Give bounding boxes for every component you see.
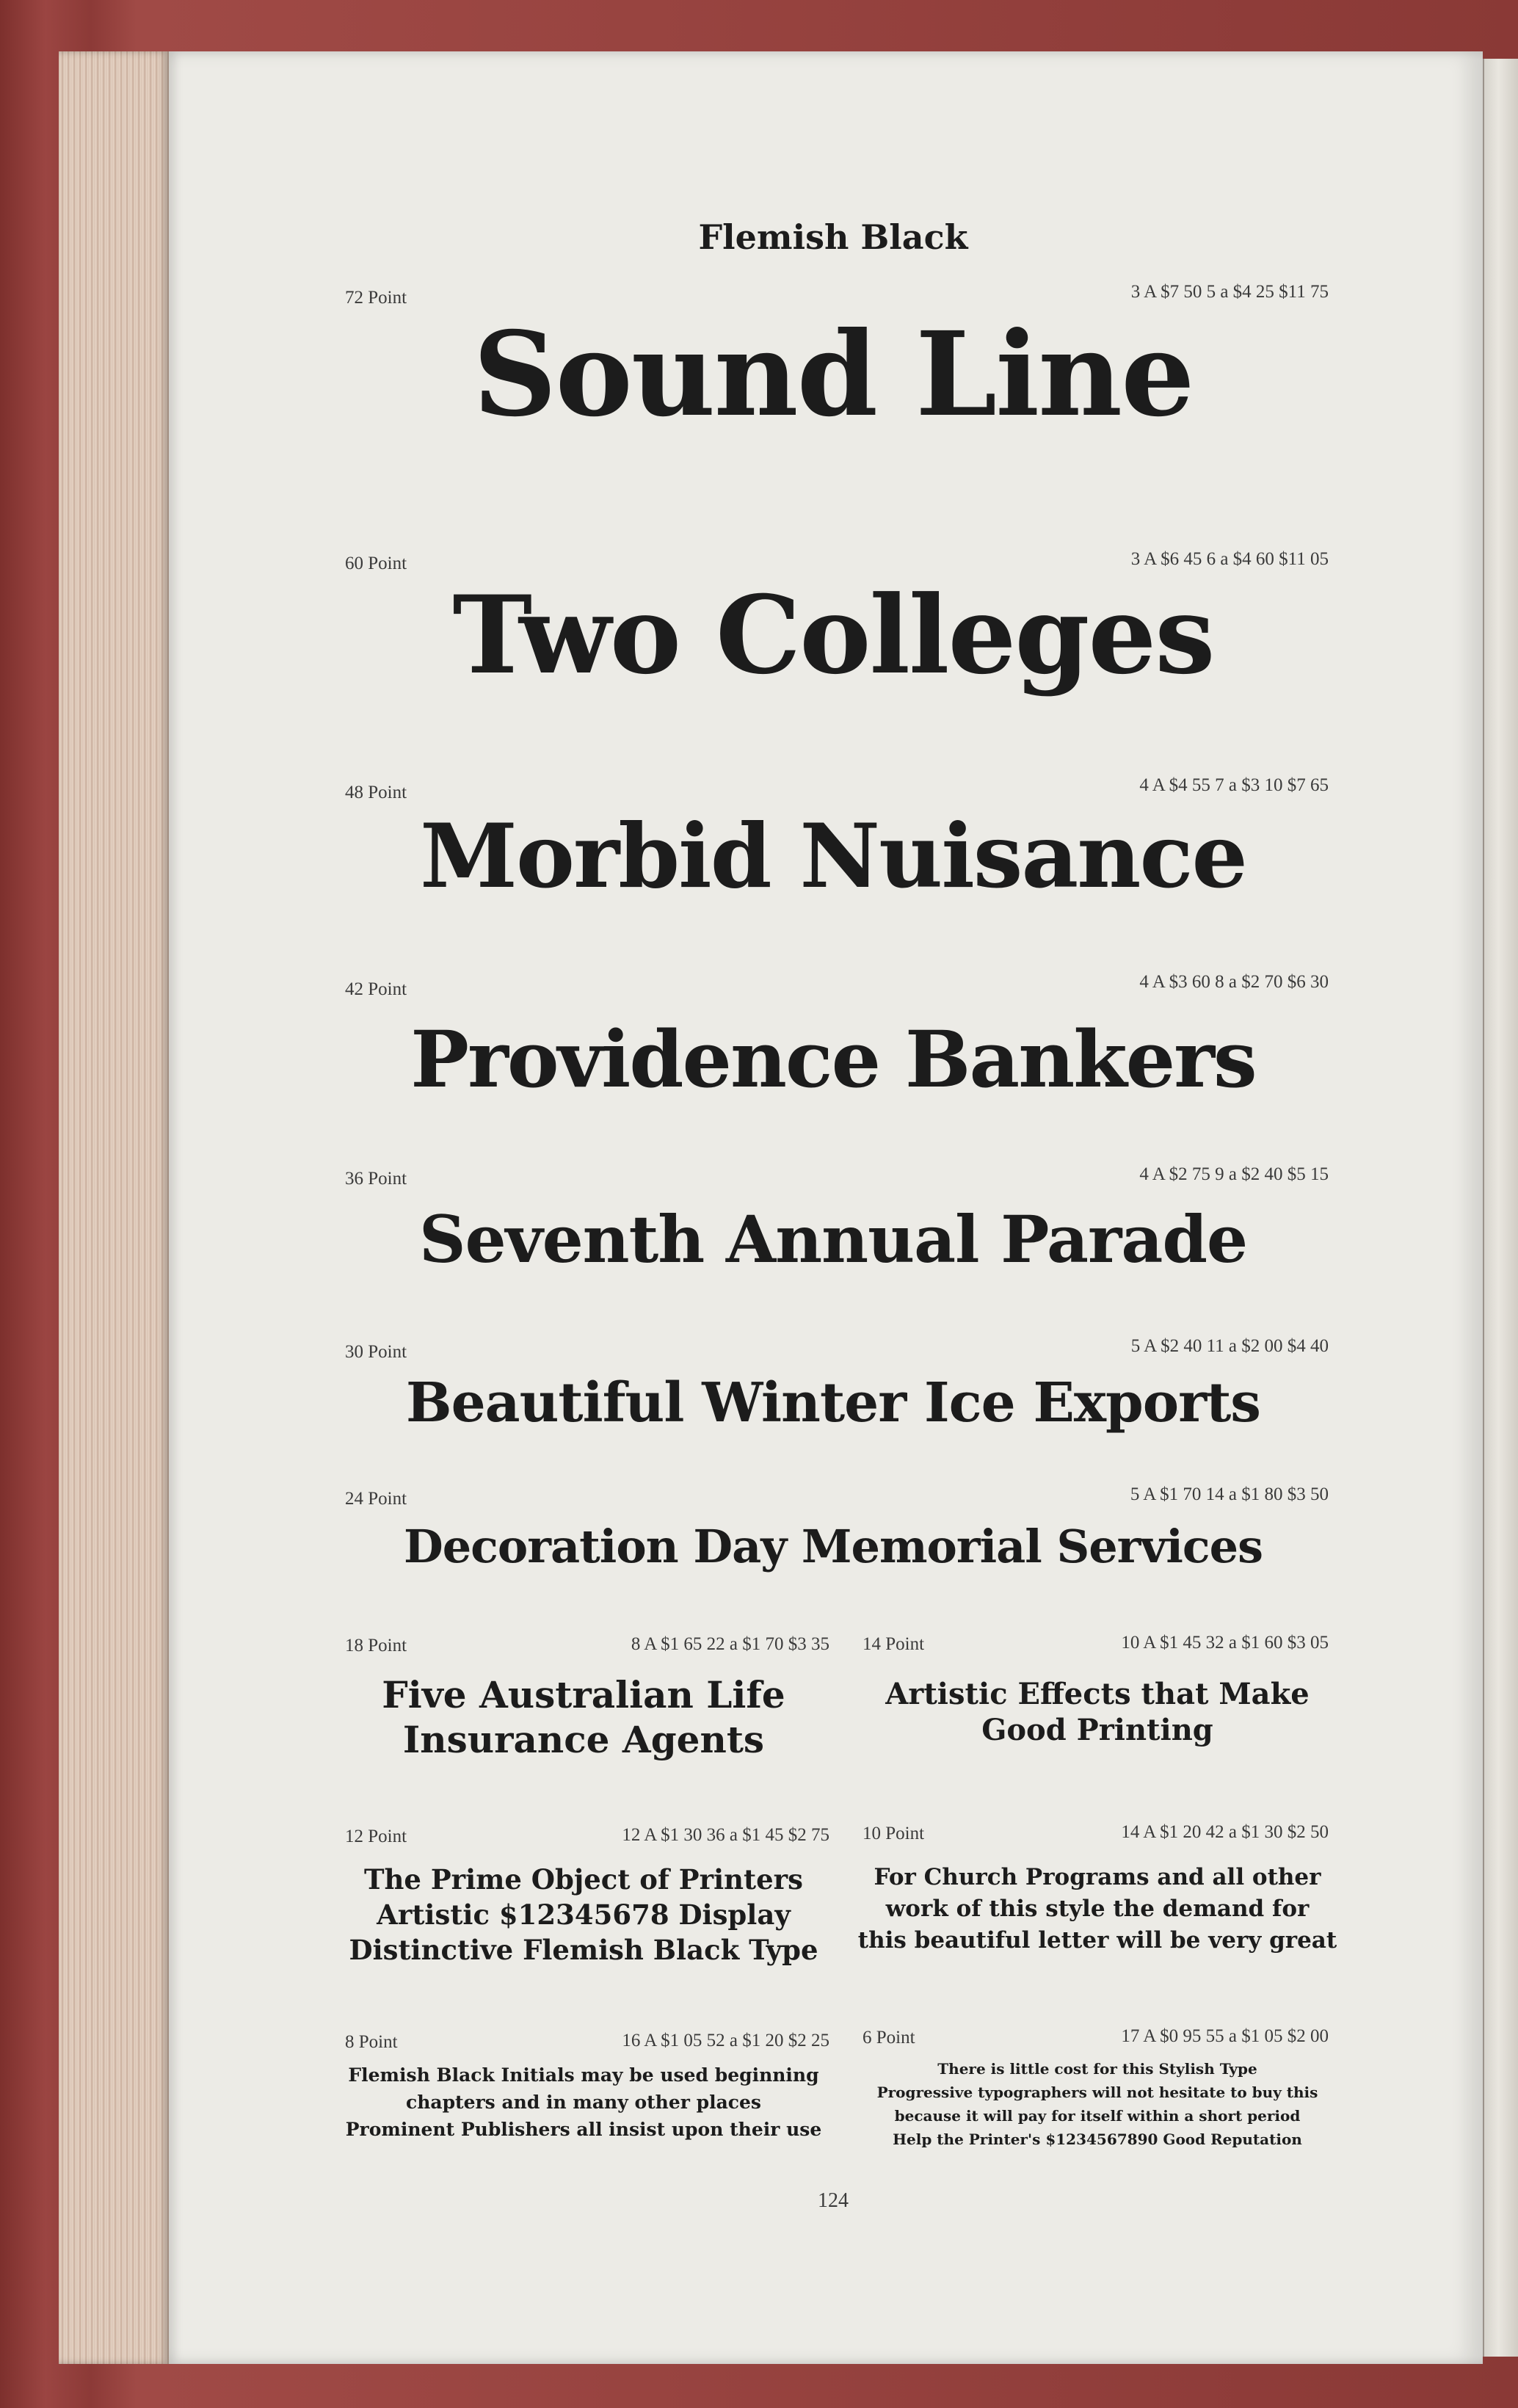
specimen-price: 4 A $3 60 8 a $2 70 $6 30 (1139, 972, 1329, 992)
specimen-price: 12 A $1 30 36 a $1 45 $2 75 (622, 1825, 829, 1845)
facing-page-edge (1483, 59, 1518, 2357)
specimen-line: Artistic Effects that Make (885, 1677, 1310, 1711)
page-edges (59, 51, 169, 2364)
specimen-line: Prominent Publishers all insist upon their use (345, 2119, 822, 2140)
specimen-size-label: 42 Point (345, 979, 407, 999)
specimen-line: Flemish Black Initials may be used beginning (348, 2064, 819, 2086)
specimen-block-14pt (851, 1677, 1343, 1749)
specimen-block-10pt (851, 1862, 1343, 1956)
specimen-line-60pt: Two Colleges (452, 573, 1214, 698)
specimen-line: work of this style the demand for (885, 1895, 1310, 1922)
specimen-line: Artistic $12345678 Display (377, 1899, 791, 1932)
specimen-price: 17 A $0 95 55 a $1 05 $2 00 (1121, 2026, 1329, 2046)
specimen-size-label: 10 Point (862, 1824, 925, 1843)
specimen-price: 16 A $1 05 52 a $1 20 $2 25 (622, 2031, 829, 2050)
specimen-size-label: 36 Point (345, 1169, 407, 1189)
specimen-price: 14 A $1 20 42 a $1 30 $2 50 (1121, 1822, 1329, 1842)
page-title: Flemish Black (698, 217, 968, 257)
page-number: 124 (818, 2189, 849, 2212)
specimen-size-label: 72 Point (345, 288, 407, 308)
specimen-line-30pt: Beautiful Winter Ice Exports (406, 1371, 1260, 1435)
specimen-line: Progressive typographers will not hesitate to buy this (876, 2084, 1318, 2101)
specimen-price: 8 A $1 65 22 a $1 70 $3 35 (631, 1634, 829, 1654)
specimen-line-48pt: Morbid Nuisance (420, 805, 1246, 908)
specimen-price: 4 A $4 55 7 a $3 10 $7 65 (1139, 775, 1329, 795)
specimen-block-18pt (334, 1672, 833, 1762)
specimen-size-label: 18 Point (345, 1636, 407, 1656)
specimen-line-72pt: Sound Line (473, 307, 1194, 443)
specimen-price: 3 A $7 50 5 a $4 25 $11 75 (1130, 282, 1329, 302)
specimen-size-label: 24 Point (345, 1489, 407, 1509)
specimen-line: Good Printing (981, 1712, 1213, 1747)
specimen-line: Help the Printer's $1234567890 Good Reputation (893, 2130, 1302, 2148)
specimen-line-36pt: Seventh Annual Parade (419, 1201, 1247, 1277)
specimen-price: 5 A $1 70 14 a $1 80 $3 50 (1130, 1484, 1329, 1504)
specimen-block-8pt (334, 2061, 833, 2143)
specimen-size-label: 30 Point (345, 1342, 407, 1362)
specimen-price: 3 A $6 45 6 a $4 60 $11 05 (1130, 549, 1329, 569)
specimen-line: this beautiful letter will be very great (857, 1926, 1337, 1954)
specimen-line: chapters and in many other places (405, 2092, 762, 2113)
specimen-line: because it will pay for itself within a short period (894, 2107, 1301, 2125)
specimen-line: Distinctive Flemish Black Type (349, 1934, 818, 1967)
specimen-line-42pt: Providence Bankers (410, 1013, 1256, 1105)
specimen-price: 10 A $1 45 32 a $1 60 $3 05 (1121, 1633, 1329, 1653)
specimen-size-label: 14 Point (862, 1634, 925, 1654)
specimen-line: The Prime Object of Printers (363, 1863, 804, 1896)
specimen-line-24pt: Decoration Day Memorial Services (403, 1520, 1263, 1573)
specimen-line: For Church Programs and all other (874, 1864, 1321, 1890)
specimen-size-label: 12 Point (345, 1827, 407, 1846)
specimen-block-6pt (851, 2057, 1343, 2151)
specimen-size-label: 8 Point (345, 2032, 398, 2052)
specimen-line: Insurance Agents (402, 1718, 765, 1761)
specimen-block-12pt (334, 1862, 833, 1968)
specimen-size-label: 48 Point (345, 783, 407, 802)
specimen-line: There is little cost for this Stylish Type (937, 2060, 1257, 2078)
specimen-line: Five Australian Life (382, 1673, 785, 1716)
specimen-price: 4 A $2 75 9 a $2 40 $5 15 (1139, 1164, 1329, 1184)
specimen-size-label: 60 Point (345, 554, 407, 573)
specimen-price: 5 A $2 40 11 a $2 00 $4 40 (1130, 1336, 1329, 1356)
specimen-size-label: 6 Point (862, 2028, 915, 2048)
